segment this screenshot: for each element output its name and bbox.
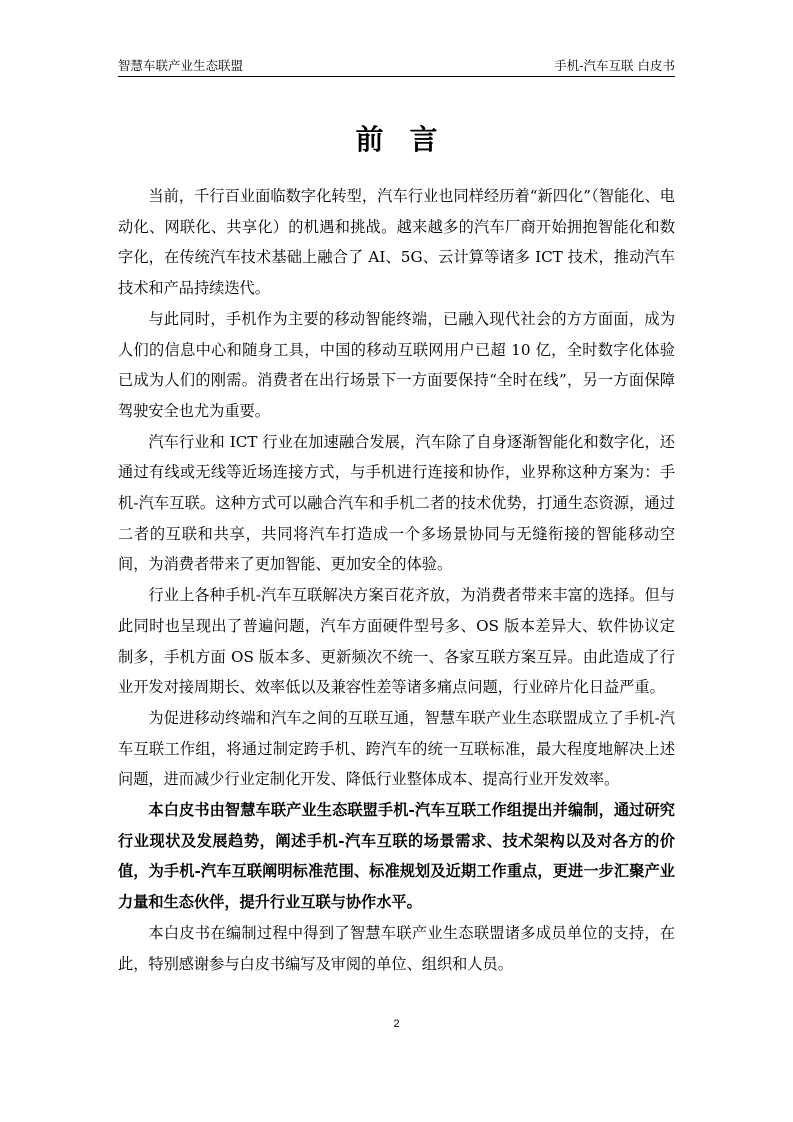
- paragraph-2: 与此同时，手机作为主要的移动智能终端，已融入现代社会的方方面面，成为人们的信息中心和随身工具，中国的移动互联网用户已超 10 亿，全时数字化体验已成为人们的刚需。消费者在出行场景下一方面要保持“全时在线”，另一方面保障驾驶安全也尤为重要。: [118, 309, 675, 420]
- paragraph-7: 本白皮书在编制过程中得到了智慧车联产业生态联盟诸多成员单位的支持，在此，特别感谢参与白皮书编写及审阅的单位、组织和人员。: [118, 923, 675, 973]
- header-doc-title: 手机-汽车互联 白皮书: [554, 58, 675, 73]
- body-text: [118, 181, 675, 979]
- header-rule: [118, 76, 675, 77]
- paragraph-3: 汽车行业和 ICT 行业在加速融合发展，汽车除了自身逐渐智能化和数字化，还通过有线或无线等近场连接方式，与手机进行连接和协作，业界称这种方案为：手机-汽车互联。这种方式可以融合汽车和手机二者的技术优势，打通生态资源，通过二者的互联和共享，共同将汽车打造成一个多场景协同与无缝衔接的智能移动空间，为消费者带来了更加智能、更加安全的体验。: [118, 432, 675, 574]
- paragraph-5: 为促进移动终端和汽车之间的互联互通，智慧车联产业生态联盟成立了手机-汽车互联工作组，将通过制定跨手机、跨汽车的统一互联标准，最大程度地解决上述问题，进而减少行业定制化开发、降低行业整体成本、提高行业开发效率。: [118, 708, 675, 789]
- header-org-name: 智慧车联产业生态联盟: [118, 58, 244, 73]
- paragraph-4: 行业上各种手机-汽车互联解决方案百花齐放，为消费者带来丰富的选择。但与此同时也呈现出了普遍问题，汽车方面硬件型号多、OS 版本差异大、软件协议定制多，手机方面 OS 版本多、更新频次不统一、各家互联方案互异。由此造成了行业开发对接周期长、效率低以及兼容性差等诸多痛点问题，行业碎片化日益严重。: [118, 586, 675, 697]
- paragraph-1: 当前，千行百业面临数字化转型，汽车行业也同样经历着“新四化”（智能化、电动化、网联化、共享化）的机遇和挑战。越来越多的汽车厂商开始拥抱智能化和数字化，在传统汽车技术基础上融合了 AI、5G、云计算等诸多 ICT 技术，推动汽车技术和产品持续迭代。: [118, 187, 675, 298]
- page-number: 2: [393, 1018, 400, 1030]
- page-title: 前言: [355, 123, 464, 156]
- page-header: [118, 54, 675, 76]
- paragraph-6-bold: 本白皮书由智慧车联产业生态联盟手机-汽车互联工作组提出并编制，通过研究行业现状及发展趋势，阐述手机-汽车互联的场景需求、技术架构以及对各方的价值，为手机-汽车互联阐明标准范围、标准规划及近期工作重点，更进一步汇聚产业力量和生态伙伴，提升行业互联与协作水平。: [118, 801, 675, 912]
